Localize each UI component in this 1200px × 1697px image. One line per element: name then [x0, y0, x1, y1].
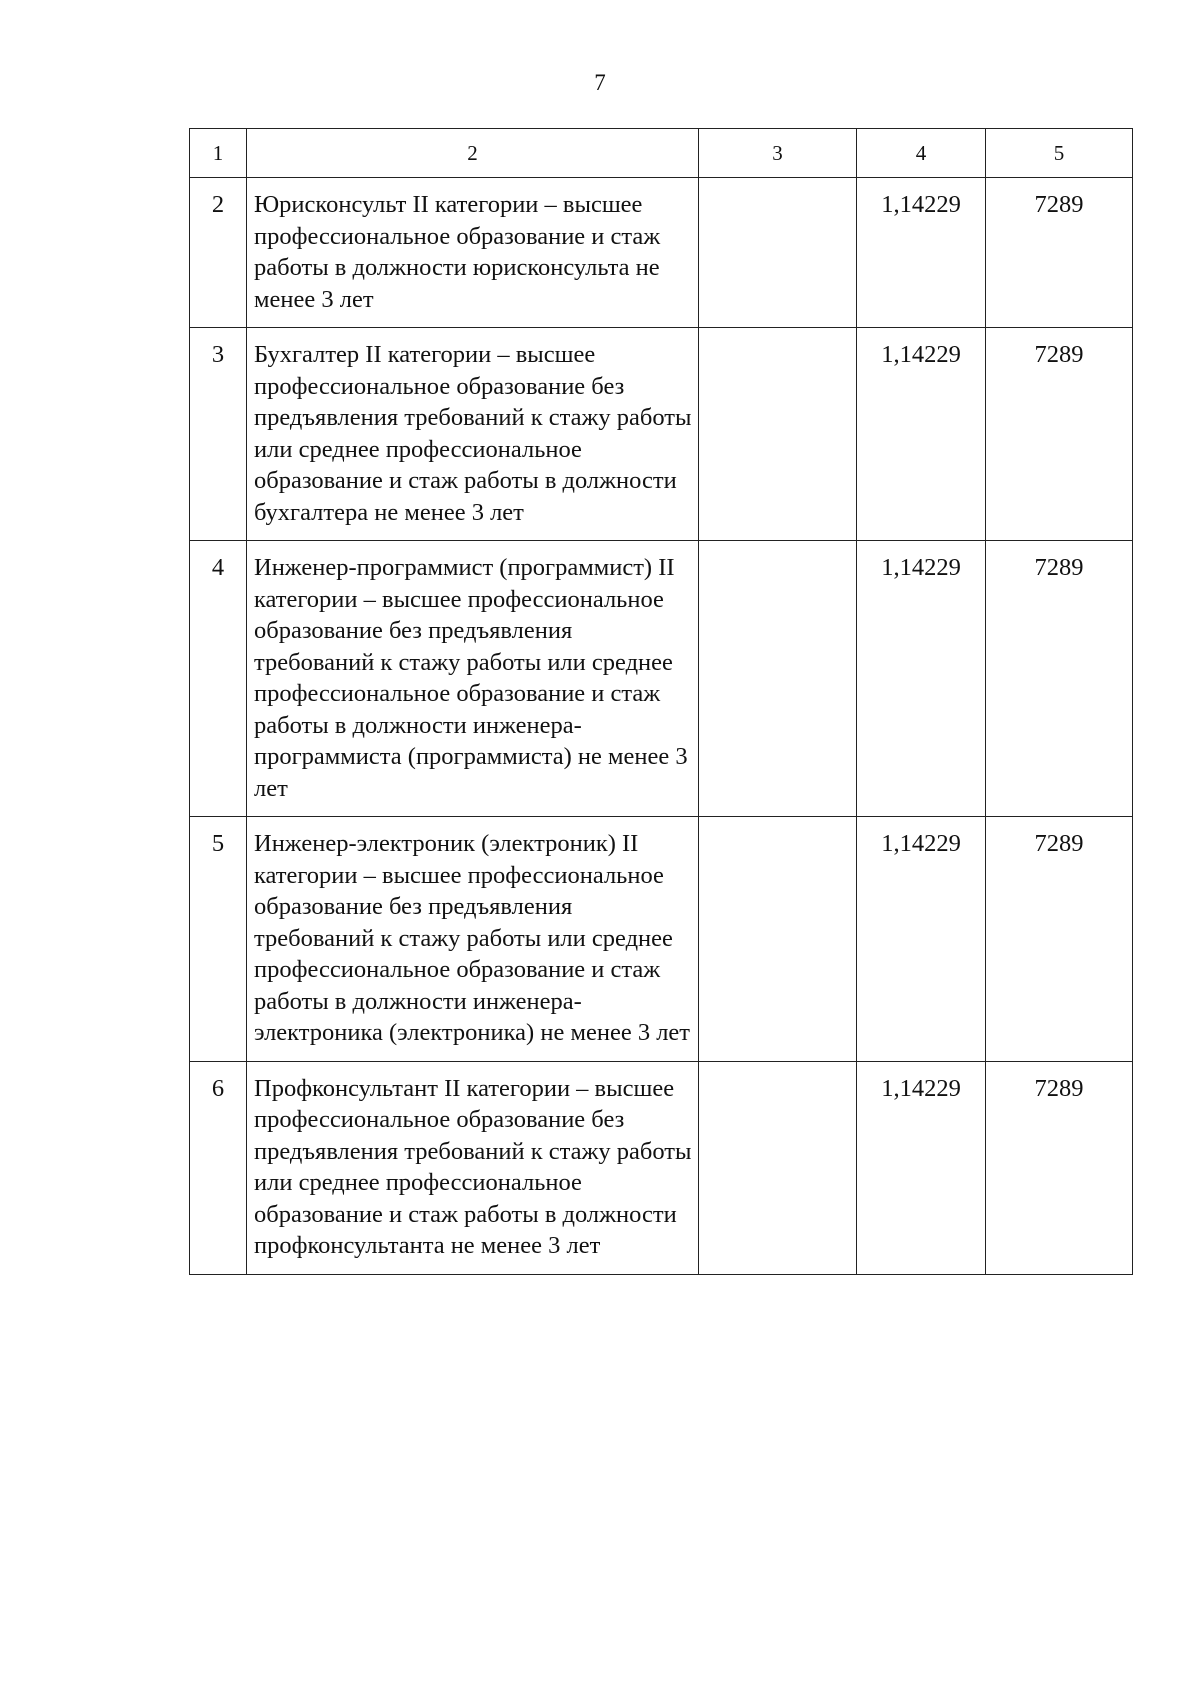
table-row	[190, 541, 1133, 817]
coefficient-cell: 1,14229	[857, 178, 986, 328]
position-description: Юрисконсульт II категории – высшее профессиональное образование и стаж работы в должности юрисконсульта не менее 3 лет	[247, 178, 699, 328]
table-row	[190, 1061, 1133, 1274]
coefficient-cell: 1,14229	[857, 328, 986, 541]
positions-table	[189, 128, 1133, 1275]
table-row	[190, 817, 1133, 1062]
row-number: 6	[190, 1061, 247, 1274]
amount-cell: 7289	[986, 328, 1133, 541]
row-number: 4	[190, 541, 247, 817]
row-number: 3	[190, 328, 247, 541]
position-description: Инженер-программист (программист) II категории – высшее профессиональное образование без предъявления требований к стажу работы или среднее профессиональное образование и стаж работы в должности инженера-программиста (программиста) не менее 3 лет	[247, 541, 699, 817]
table-row	[190, 178, 1133, 328]
column-3-cell	[699, 541, 857, 817]
column-number-4: 4	[857, 129, 986, 178]
column-number-row	[190, 129, 1133, 178]
amount-cell: 7289	[986, 1061, 1133, 1274]
column-number-3: 3	[699, 129, 857, 178]
coefficient-cell: 1,14229	[857, 817, 986, 1062]
position-description: Инженер-электроник (электроник) II категории – высшее профессиональное образование без предъявления требований к стажу работы или среднее профессиональное образование и стаж работы в должности инженера-электроника (электроника) не менее 3 лет	[247, 817, 699, 1062]
column-number-2: 2	[247, 129, 699, 178]
column-3-cell	[699, 817, 857, 1062]
column-3-cell	[699, 1061, 857, 1274]
amount-cell: 7289	[986, 817, 1133, 1062]
coefficient-cell: 1,14229	[857, 1061, 986, 1274]
page-number: 7	[594, 70, 606, 95]
column-3-cell	[699, 328, 857, 541]
amount-cell: 7289	[986, 541, 1133, 817]
column-number-1: 1	[190, 129, 247, 178]
table-row	[190, 328, 1133, 541]
coefficient-cell: 1,14229	[857, 541, 986, 817]
amount-cell: 7289	[986, 178, 1133, 328]
position-description: Профконсультант II категории – высшее профессиональное образование без предъявления требований к стажу работы или среднее профессиональное образование и стаж работы в должности профконсультанта не менее 3 лет	[247, 1061, 699, 1274]
row-number: 5	[190, 817, 247, 1062]
row-number: 2	[190, 178, 247, 328]
column-number-5: 5	[986, 129, 1133, 178]
position-description: Бухгалтер II категории – высшее профессиональное образование без предъявления требований к стажу работы или среднее профессиональное образование и стаж работы в должности бухгалтера не менее 3 лет	[247, 328, 699, 541]
column-3-cell	[699, 178, 857, 328]
